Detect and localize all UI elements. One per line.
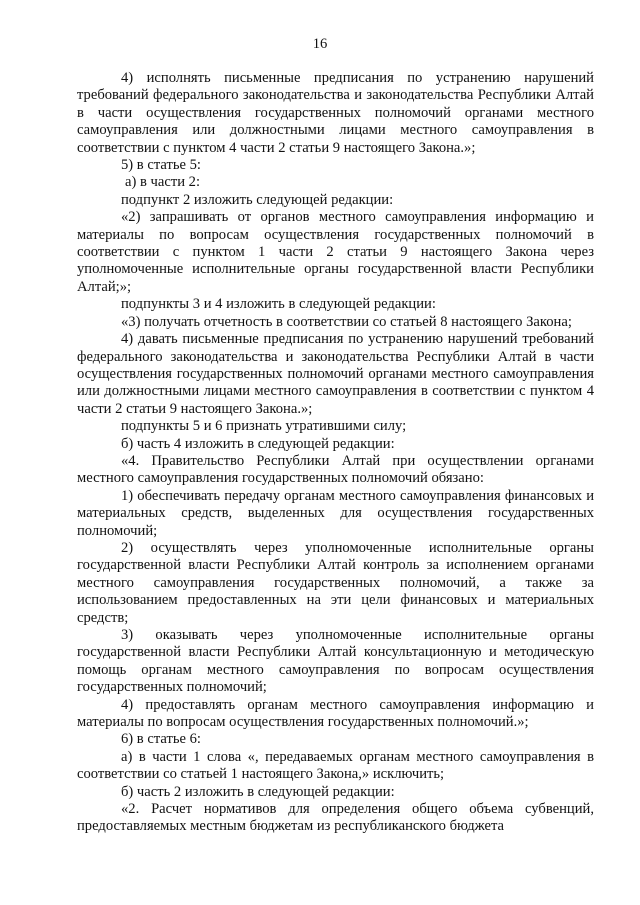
paragraph: подпункт 2 изложить следующей редакции: (121, 191, 394, 208)
paragraph: 5) в статье 5: (121, 157, 201, 174)
paragraph: 3) оказывать через уполномоченные исполнительные органы государственной власти Республики Алтай консультационную и методическую помощь органам местного самоуправления по вопросам осуществления государственных полномочий; (77, 627, 594, 696)
paragraph: подпункты 5 и 6 признать утратившими силу; (121, 418, 407, 435)
paragraph: «4. Правительство Республики Алтай при осуществлении органами местного самоуправления государственных полномочий обязано: (77, 452, 594, 487)
paragraph: 6) в статье 6: (121, 731, 201, 748)
paragraph: подпункты 3 и 4 изложить в следующей редакции: (121, 296, 436, 313)
paragraph: «2) запрашивать от органов местного самоуправления информацию и материалы по вопросам осуществления государственных полномочий в соответствии с пунктом 1 части 2 статьи 9 настоящего Закона через уполномоченные исполнительные органы государственной власти Республики Алтай;»; (77, 209, 594, 295)
paragraph: б) часть 2 изложить в следующей редакции: (121, 783, 395, 800)
paragraph: 1) обеспечивать передачу органам местного самоуправления финансовых и материальных средств, выделенных для осуществления государственных полномочий; (77, 487, 594, 539)
paragraph: 4) исполнять письменные предписания по устранению нарушений требований федерального законодательства и законодательства Республики Алтай в части осуществления государственных полномочий органами местного самоуправления или должностными лицами местного самоуправления в соответствии с пунктом 4 части 2 статьи 9 настоящего Закона.»; (77, 70, 594, 156)
paragraph: 2) осуществлять через уполномоченные исполнительные органы государственной власти Республики Алтай контроль за исполнением органами местного самоуправления государственных полномочий, а также за использованием предоставленных на эти цели финансовых и материальных средств; (77, 539, 594, 626)
paragraph: «3) получать отчетность в соответствии со статьей 8 настоящего Закона; (121, 313, 572, 330)
paragraph: а) в части 1 слова «, передаваемых органам местного самоуправления в соответствии со статьей 1 настоящего Закона,» исключить; (77, 748, 594, 783)
paragraph: б) часть 4 изложить в следующей редакции: (121, 435, 395, 452)
document-body (77, 70, 594, 836)
page-number: 16 (312, 36, 328, 52)
paragraph: а) в части 2: (125, 174, 201, 191)
paragraph: 4) давать письменные предписания по устранению нарушений требований федерального законодательства и законодательства Республики Алтай в части осуществления государственных полномочий органами местного самоуправления или должностными лицами местного самоуправления в соответствии с пунктом 4 части 2 статьи 9 настоящего Закона.»; (77, 331, 594, 417)
paragraph: 4) предоставлять органам местного самоуправления информацию и материалы по вопросам осуществления государственных полномочий.»; (77, 696, 594, 731)
paragraph: «2. Расчет нормативов для определения общего объема субвенций, предоставляемых местным бюджетам из республиканского бюджета (77, 801, 594, 835)
